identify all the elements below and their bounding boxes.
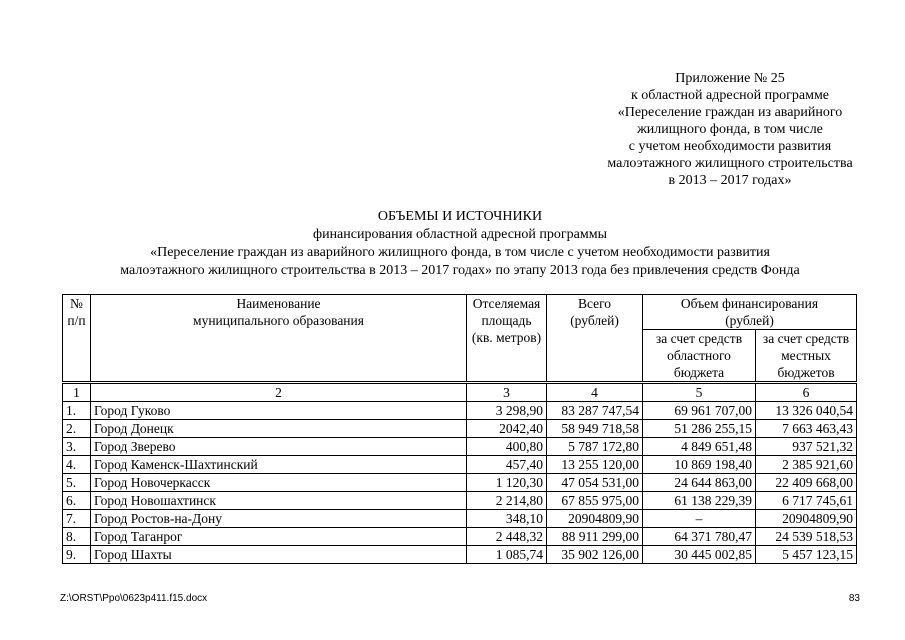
municipality-name: Город Новочеркасск — [91, 474, 467, 492]
row-number: 9. — [63, 546, 91, 564]
row-number: 4. — [63, 456, 91, 474]
area-value: 1 120,30 — [467, 474, 547, 492]
total-value: 20904809,90 — [547, 510, 643, 528]
document-subtitle: «Переселение граждан из аварийного жилищного фонда, в том числе с учетом необходимости развития — [150, 245, 770, 260]
header-area: Отселяемая площадь (кв. метров) — [467, 295, 547, 383]
total-value: 5 787 172,80 — [547, 438, 643, 456]
table-row — [63, 528, 857, 546]
local-value: 6 717 745,61 — [756, 492, 857, 510]
table-row — [63, 510, 857, 528]
regional-value: 30 445 002,85 — [643, 546, 756, 564]
local-value: 22 409 668,00 — [756, 474, 857, 492]
local-value: 2 385 921,60 — [756, 456, 857, 474]
table-row — [63, 546, 857, 564]
document-title: ОБЪЕМЫ И ИСТОЧНИКИ — [377, 209, 543, 224]
regional-value: 51 286 255,15 — [643, 420, 756, 438]
column-index-row — [63, 383, 857, 402]
appendix-line: малоэтажного жилищного строительства — [607, 156, 853, 171]
column-index: 6 — [756, 383, 857, 402]
column-index: 4 — [547, 383, 643, 402]
area-value: 2 214,80 — [467, 492, 547, 510]
appendix-line: жилищного фонда, в том числе — [637, 122, 823, 137]
municipality-name: Город Зверево — [91, 438, 467, 456]
footer-file-path: Z:\ORST\Ppo\0623p411.f15.docx — [60, 593, 208, 604]
municipality-name: Город Гуково — [91, 402, 467, 420]
area-value: 400,80 — [467, 438, 547, 456]
table-row — [63, 420, 857, 438]
local-value: 13 326 040,54 — [756, 402, 857, 420]
column-index: 2 — [91, 383, 467, 402]
header-name: Наименование муниципального образования — [91, 295, 467, 383]
local-value: 937 521,32 — [756, 438, 857, 456]
regional-value: 64 371 780,47 — [643, 528, 756, 546]
header-financing: Объем финансирования (рублей) — [643, 295, 857, 330]
municipality-name: Город Таганрог — [91, 528, 467, 546]
total-value: 58 949 718,58 — [547, 420, 643, 438]
document-subtitle: малоэтажного жилищного строительства в 2013 – 2017 годах» по этапу 2013 года без привлечения средств Фонда — [120, 263, 800, 278]
appendix-line: Приложение № 25 — [675, 71, 785, 86]
appendix-line: к областной адресной программе — [630, 88, 830, 103]
row-number: 2. — [63, 420, 91, 438]
column-index: 3 — [467, 383, 547, 402]
total-value: 83 287 747,54 — [547, 402, 643, 420]
local-value: 7 663 463,43 — [756, 420, 857, 438]
header-local: за счет средств местных бюджетов — [756, 330, 857, 383]
regional-value: 24 644 863,00 — [643, 474, 756, 492]
header-total: Всего (рублей) — [547, 295, 643, 383]
area-value: 2 448,32 — [467, 528, 547, 546]
header-num: № п/п — [63, 295, 91, 383]
row-number: 8. — [63, 528, 91, 546]
header-regional: за счет средств областного бюджета — [643, 330, 756, 383]
regional-value: 10 869 198,40 — [643, 456, 756, 474]
appendix-line: с учетом необходимости развития — [628, 139, 832, 154]
area-value: 1 085,74 — [467, 546, 547, 564]
financing-table — [62, 294, 857, 564]
area-value: 2042,40 — [467, 420, 547, 438]
column-index: 1 — [63, 383, 91, 402]
regional-value: 61 138 229,39 — [643, 492, 756, 510]
document-heading — [60, 208, 860, 280]
appendix-line: в 2013 – 2017 годах» — [668, 173, 792, 188]
local-value: 24 539 518,53 — [756, 528, 857, 546]
area-value: 3 298,90 — [467, 402, 547, 420]
municipality-name: Город Каменск-Шахтинский — [91, 456, 467, 474]
area-value: 457,40 — [467, 456, 547, 474]
table-row — [63, 456, 857, 474]
row-number: 6. — [63, 492, 91, 510]
table-row — [63, 438, 857, 456]
table-row — [63, 402, 857, 420]
row-number: 1. — [63, 402, 91, 420]
regional-value: 69 961 707,00 — [643, 402, 756, 420]
appendix-line: «Переселение граждан из аварийного — [617, 105, 843, 120]
row-number: 3. — [63, 438, 91, 456]
row-number: 5. — [63, 474, 91, 492]
table-row — [63, 492, 857, 510]
local-value: 5 457 123,15 — [756, 546, 857, 564]
total-value: 47 054 531,00 — [547, 474, 643, 492]
appendix-block — [560, 70, 900, 189]
column-index: 5 — [643, 383, 756, 402]
total-value: 13 255 120,00 — [547, 456, 643, 474]
municipality-name: Город Новошахтинск — [91, 492, 467, 510]
municipality-name: Город Донецк — [91, 420, 467, 438]
local-value: 20904809,90 — [756, 510, 857, 528]
municipality-name: Город Ростов-на-Дону — [91, 510, 467, 528]
area-value: 348,10 — [467, 510, 547, 528]
total-value: 67 855 975,00 — [547, 492, 643, 510]
table-row — [63, 474, 857, 492]
footer-page-number: 83 — [848, 593, 860, 604]
municipality-name: Город Шахты — [91, 546, 467, 564]
total-value: 88 911 299,00 — [547, 528, 643, 546]
document-subtitle: финансирования областной адресной программы — [313, 227, 607, 242]
row-number: 7. — [63, 510, 91, 528]
regional-value: 4 849 651,48 — [643, 438, 756, 456]
regional-value: – — [643, 510, 756, 528]
total-value: 35 902 126,00 — [547, 546, 643, 564]
